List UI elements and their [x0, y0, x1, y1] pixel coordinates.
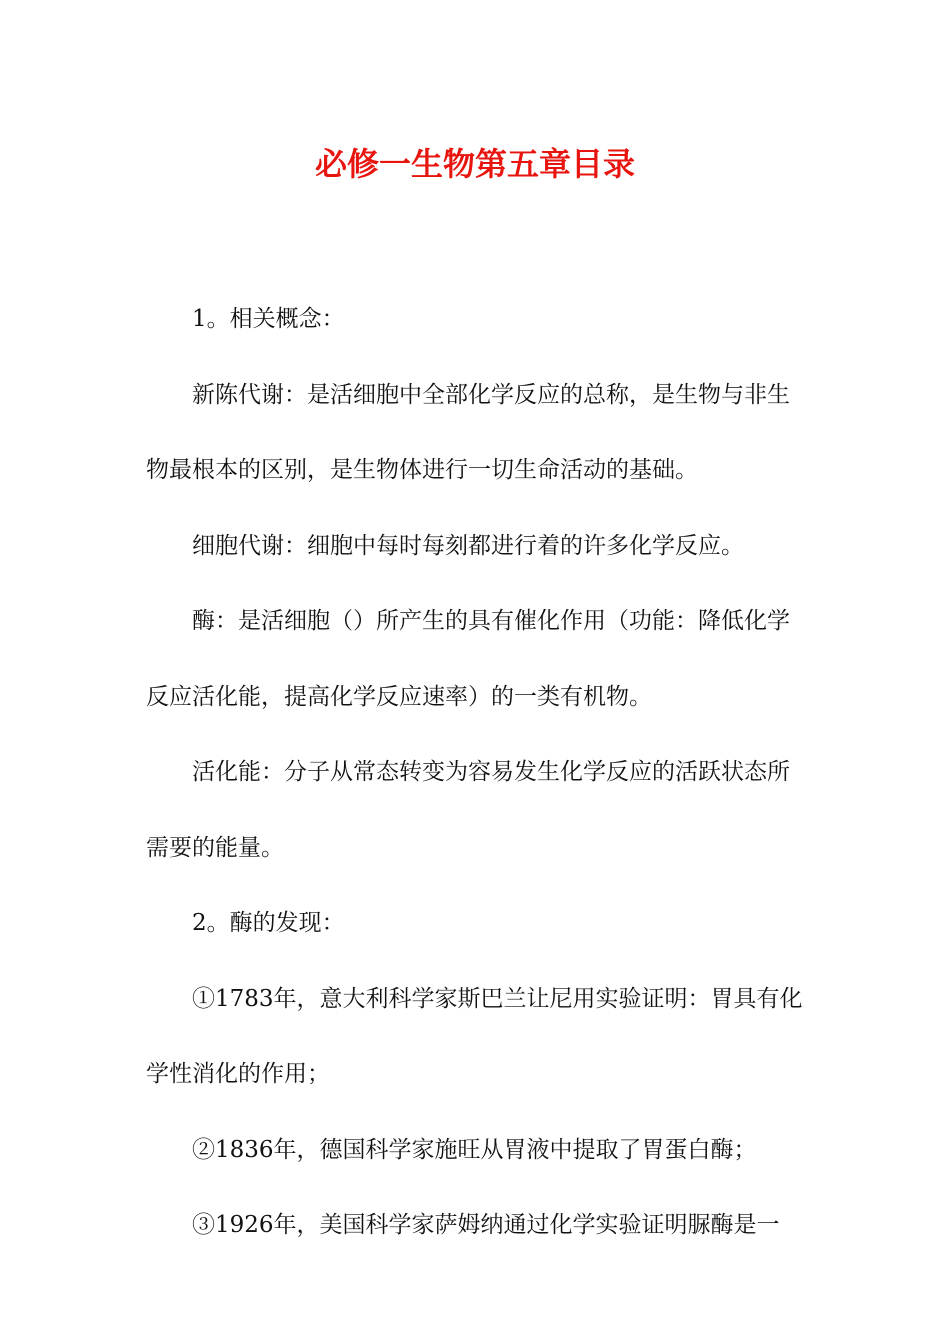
paragraph-discovery-1836: ②1836年，德国科学家施旺从胃液中提取了胃蛋白酶； — [192, 1136, 757, 1163]
paragraph-enzyme-discovery-heading: 2。酶的发现： — [192, 910, 345, 936]
paragraph-discovery-1783: ①1783年，意大利科学家斯巴兰让尼用实验证明：胃具有化学性消化的作用； — [146, 985, 803, 1087]
paragraph-cell-metabolism: 细胞代谢：细胞中每时每刻都进行着的许多化学反应。 — [192, 532, 744, 559]
paragraph-activation-energy: 活化能：分子从常态转变为容易发生化学反应的活跃状态所需要的能量。 — [146, 759, 790, 861]
paragraph-related-concepts-heading: 1。相关概念： — [192, 306, 345, 332]
paragraph-discovery-1926: ③1926年，美国科学家萨姆纳通过化学实验证明脲酶是一 — [192, 1212, 780, 1238]
document-title: 必修一生物第五章目录 — [314, 145, 635, 183]
paragraph-enzyme: 酶：是活细胞（）所产生的具有催化作用（功能：降低化学反应活化能，提高化学反应速率）的一类有机物。 — [146, 608, 790, 710]
document-body — [146, 282, 804, 1264]
paragraph-metabolism: 新陈代谢：是活细胞中全部化学反应的总称，是生物与非生物最根本的区别，是生物体进行一切生命活动的基础。 — [146, 381, 790, 483]
